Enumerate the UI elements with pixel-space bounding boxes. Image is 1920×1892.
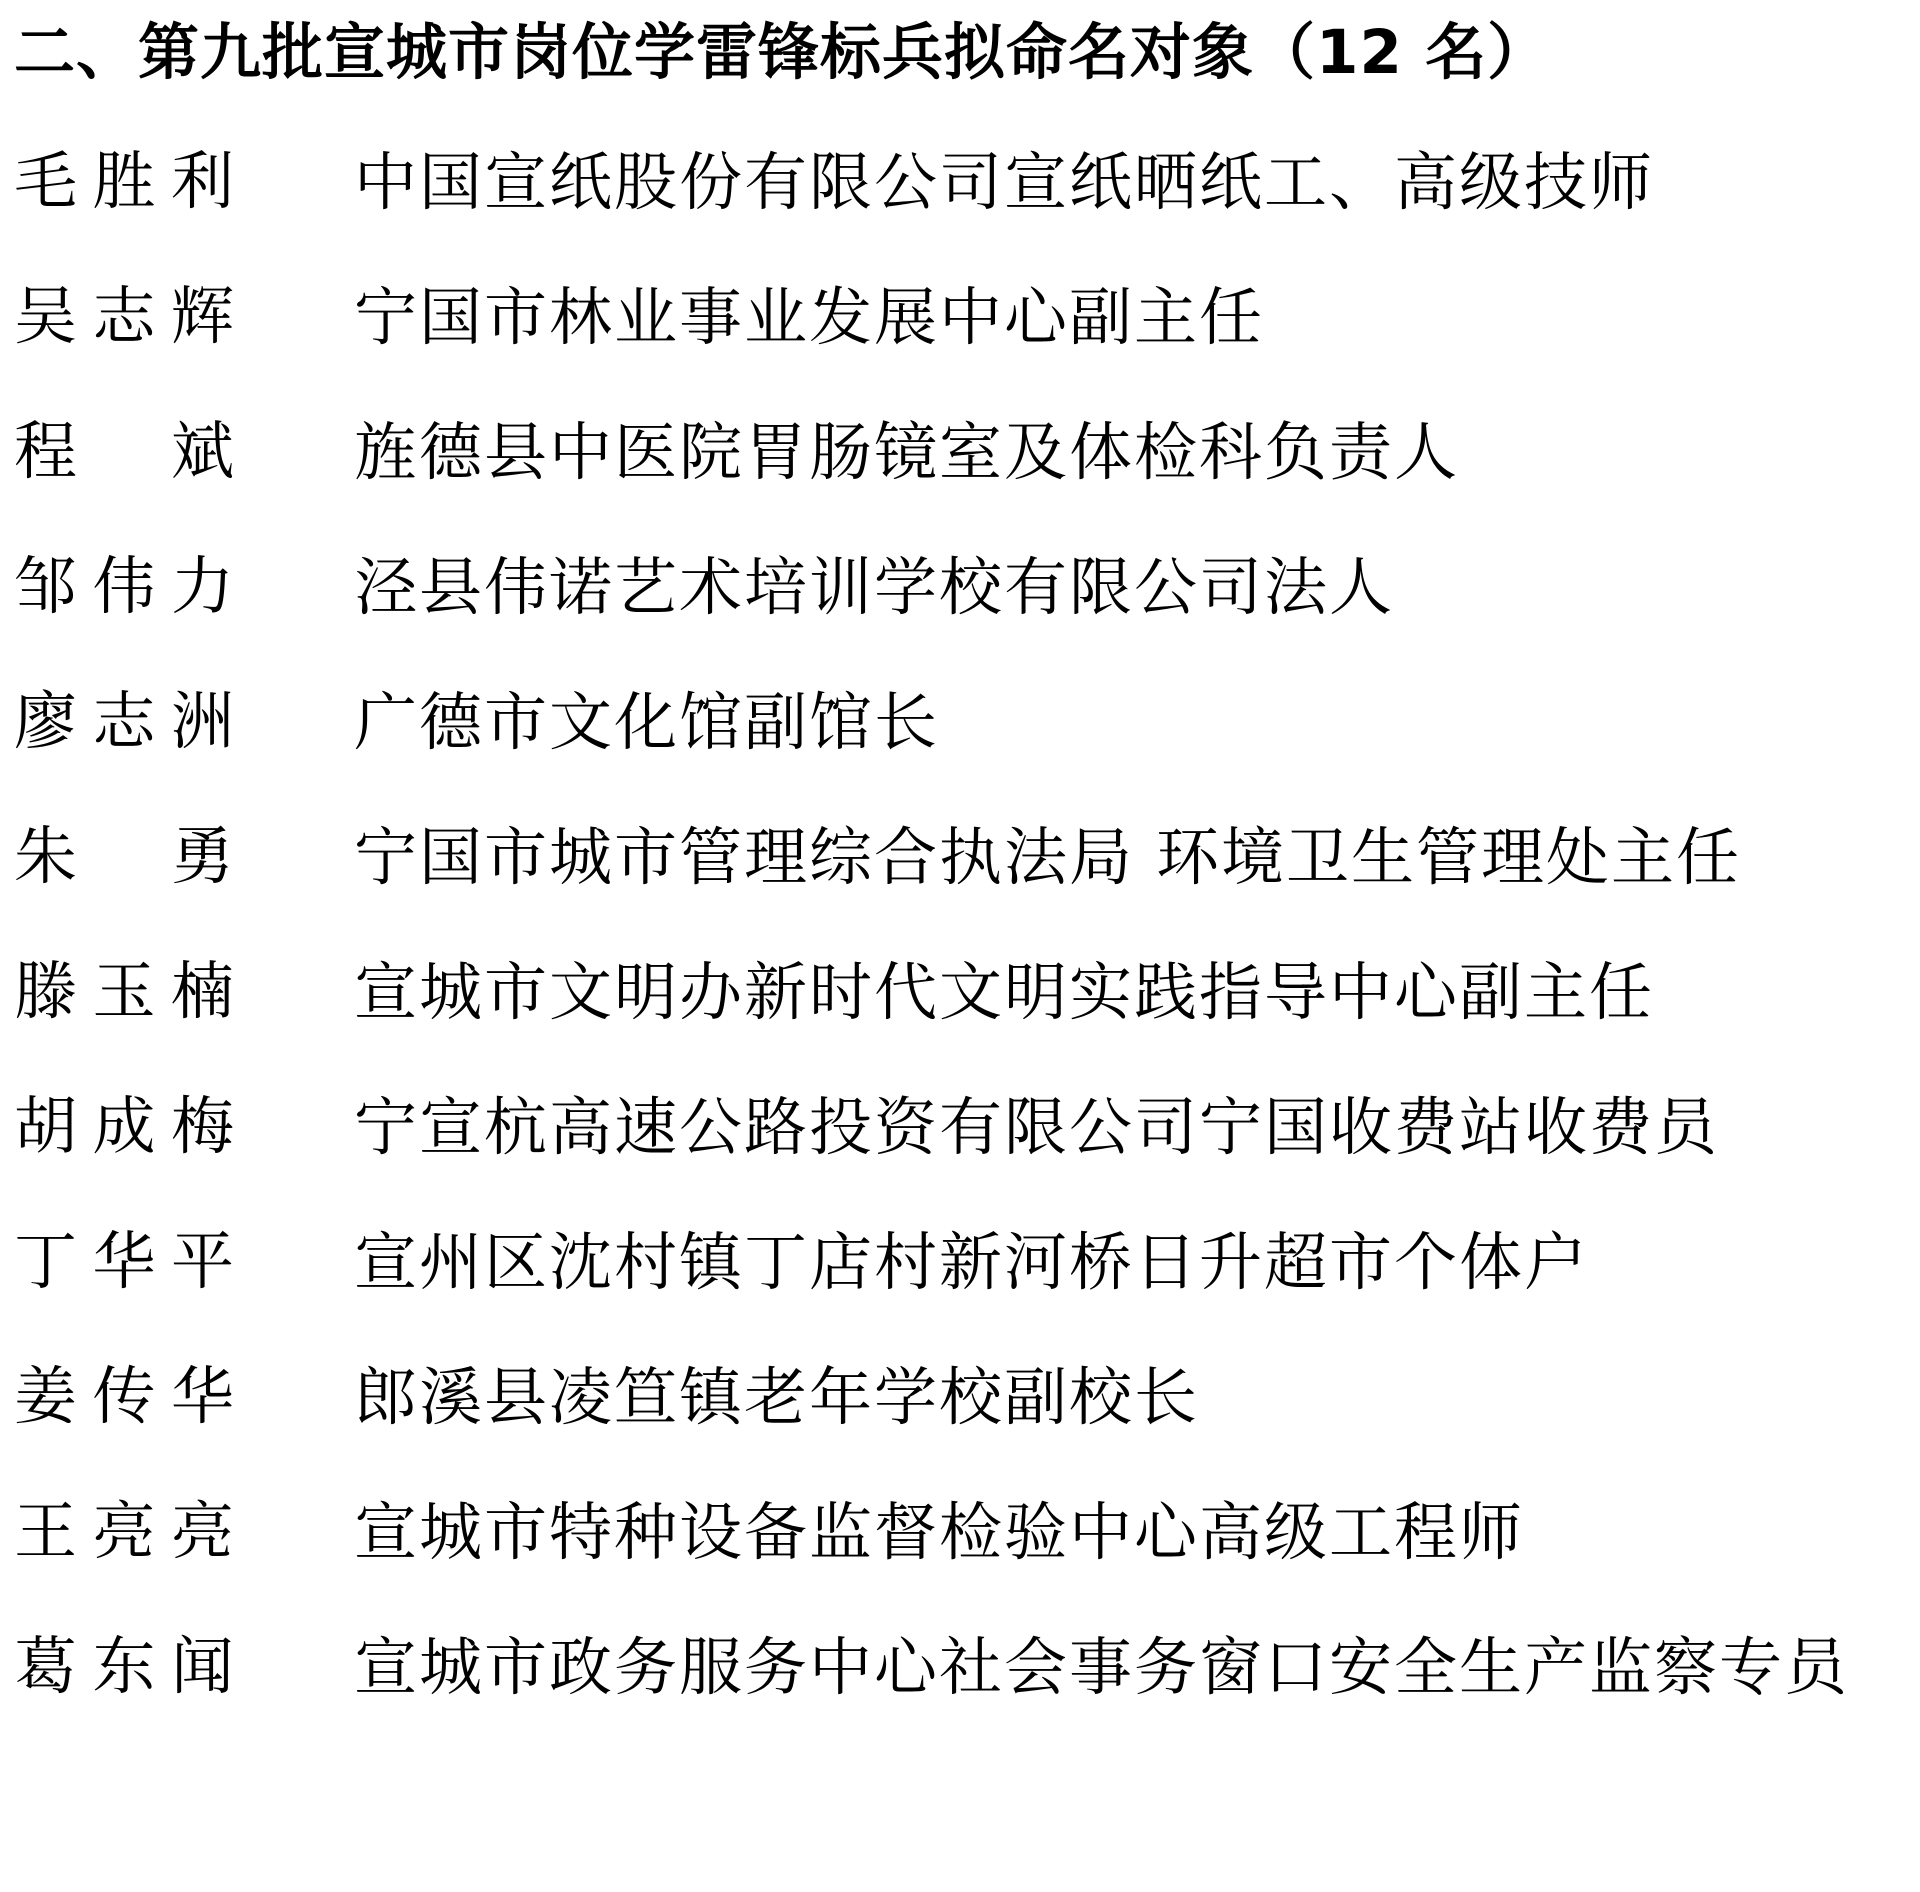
nominee-name: 程 斌: [14, 415, 234, 488]
nominee-name: 廖 志 洲: [14, 685, 234, 758]
nominee-name: 葛 东 闻: [14, 1630, 234, 1703]
nominee-position: 宁国市城市管理综合执法局 环境卫生管理处主任: [354, 821, 1742, 894]
nominee-name: 滕 玉 楠: [14, 955, 234, 1028]
nominee-position: 宣城市文明办新时代文明实践指导中心副主任: [354, 956, 1654, 1029]
nominee-position: 宣州区沈村镇丁店村新河桥日升超市个体户: [354, 1226, 1589, 1299]
nominee-name: 丁 华 平: [14, 1225, 234, 1298]
document-title: 二、第九批宣城市岗位学雷锋标兵拟命名对象（12 名）: [14, 17, 1550, 88]
nominee-position: 郎溪县凌笪镇老年学校副校长: [354, 1361, 1199, 1434]
nominee-name: 姜 传 华: [14, 1360, 234, 1433]
nominee-position: 宁宣杭高速公路投资有限公司宁国收费站收费员: [354, 1091, 1719, 1164]
nominee-position: 宣城市政务服务中心社会事务窗口安全生产监察专员: [354, 1631, 1849, 1704]
nominee-position: 广德市文化馆副馆长: [354, 686, 939, 759]
nominee-name: 吴 志 辉: [14, 280, 234, 353]
nominee-name: 王 亮 亮: [14, 1495, 234, 1568]
nominee-name: 胡 成 梅: [14, 1090, 234, 1163]
nominee-position: 宁国市林业事业发展中心副主任: [354, 281, 1264, 354]
nominee-position: 中国宣纸股份有限公司宣纸晒纸工、高级技师: [354, 146, 1654, 219]
nominee-position: 宣城市特种设备监督检验中心高级工程师: [354, 1496, 1524, 1569]
nominee-name: 朱 勇: [14, 820, 234, 893]
nominee-name: 邹 伟 力: [14, 550, 234, 623]
nominee-position: 泾县伟诺艺术培训学校有限公司法人: [354, 551, 1394, 624]
list-item: [0, 1622, 1920, 1892]
nominee-position: 旌德县中医院胃肠镜室及体检科负责人: [354, 416, 1459, 489]
nominee-list: [0, 137, 1920, 1892]
nominee-name: 毛 胜 利: [14, 145, 234, 218]
